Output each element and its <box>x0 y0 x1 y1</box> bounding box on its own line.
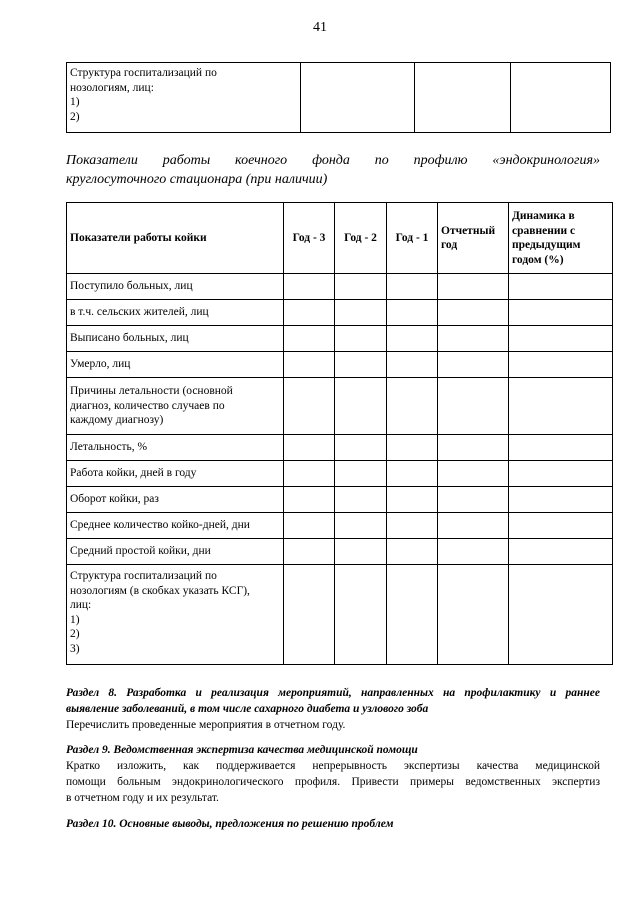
table-cell-empty <box>438 378 509 435</box>
table-cell-empty <box>335 539 387 565</box>
table-cell-empty <box>438 539 509 565</box>
header-indicator: Показатели работы койки <box>67 203 284 274</box>
row-label <box>67 565 284 665</box>
cell-line: Структура госпитализаций по <box>70 570 217 582</box>
table-cell-empty <box>438 565 509 665</box>
table-cell-empty <box>335 274 387 300</box>
cell-line: каждому диагнозу) <box>70 414 164 427</box>
header-year-3: Год - 3 <box>284 203 335 274</box>
table-cell-empty <box>387 326 438 352</box>
cell-line: 2) <box>70 628 80 640</box>
row-label: Умерло, лиц <box>67 352 284 378</box>
row-label: Работа койки, дней в году <box>67 461 284 487</box>
header-line: сравнении с <box>512 224 576 237</box>
table-cell-empty <box>387 513 438 539</box>
table-cell-empty <box>335 461 387 487</box>
table-cell-empty <box>387 274 438 300</box>
row-label: в т.ч. сельских жителей, лиц <box>67 300 284 326</box>
cell-line: Структура госпитализаций по <box>70 67 217 79</box>
header-line: годом (%) <box>512 253 564 266</box>
table-row <box>67 274 613 300</box>
header-line: Отчетный <box>441 224 496 237</box>
table-cell-empty <box>284 565 335 665</box>
table-cell-empty <box>511 63 611 133</box>
table-row <box>67 435 613 461</box>
table-cell-empty <box>509 326 613 352</box>
table-cell-empty <box>335 326 387 352</box>
table-cell-empty <box>387 487 438 513</box>
table-cell-empty <box>335 565 387 665</box>
table-cell-empty <box>335 513 387 539</box>
table-row <box>67 326 613 352</box>
section-9 <box>66 742 600 806</box>
heading-line: Показатели работы коечного фонда по профилю «эндокринология» <box>66 153 600 168</box>
row-label: Среднее количество койко-дней, дни <box>67 513 284 539</box>
bed-performance-table <box>66 202 613 665</box>
table-cell-empty <box>415 63 511 133</box>
table-cell-empty <box>387 300 438 326</box>
cell-line: 1) <box>70 613 80 626</box>
cell-line: нозологиям, лиц: <box>70 81 154 94</box>
table-cell-empty <box>335 487 387 513</box>
table-header-row <box>67 203 613 274</box>
table-cell-empty <box>509 274 613 300</box>
header-line: Динамика в <box>512 210 575 222</box>
table-cell-empty <box>335 300 387 326</box>
table-cell-empty <box>509 435 613 461</box>
row-label: Поступило больных, лиц <box>67 274 284 300</box>
table-row <box>67 378 613 435</box>
table-cell-empty <box>284 352 335 378</box>
table-cell-empty <box>509 487 613 513</box>
table-cell-empty <box>438 326 509 352</box>
row-label: Средний простой койки, дни <box>67 539 284 565</box>
table-cell-empty <box>284 461 335 487</box>
table-cell-empty <box>509 461 613 487</box>
table-row <box>67 565 613 665</box>
table-row <box>67 539 613 565</box>
cell-line: Причины летальности (основной <box>70 385 233 398</box>
row-label: Летальность, % <box>67 435 284 461</box>
section-9-body-line: помощи больным эндокринологического профиля. Привести примеры ведомственных экспертиз <box>66 776 600 788</box>
table-cell-empty <box>509 378 613 435</box>
table-row <box>67 461 613 487</box>
table-cell-empty <box>387 352 438 378</box>
table-cell-empty <box>387 378 438 435</box>
header-line: предыдущим <box>512 239 581 251</box>
cell-line: 2) <box>70 110 80 123</box>
section-10-title: Раздел 10. Основные выводы, предложения по решению проблем <box>66 818 394 830</box>
row-label: Выписано больных, лиц <box>67 326 284 352</box>
section-8 <box>66 685 600 733</box>
table-cell-empty <box>284 326 335 352</box>
table-cell-empty <box>509 300 613 326</box>
table-cell-empty <box>284 487 335 513</box>
row-label <box>67 378 284 435</box>
table-row <box>67 300 613 326</box>
table-cell-empty <box>438 461 509 487</box>
heading-line: круглосуточного стационара (при наличии) <box>66 172 328 187</box>
table-cell-empty <box>438 274 509 300</box>
section-8-title-line: Раздел 8. Разработка и реализация мероприятий, направленных на профилактику и раннее <box>66 687 600 699</box>
table-cell-empty <box>301 63 415 133</box>
table-cell-empty <box>335 435 387 461</box>
section-8-body: Перечислить проведенные мероприятия в отчетном году. <box>66 719 346 731</box>
table-cell-empty <box>509 539 613 565</box>
table-row <box>67 513 613 539</box>
page-number: 41 <box>313 20 327 35</box>
header-report-year <box>438 203 509 274</box>
cell-line: нозологиям (в скобках указать КСГ), <box>70 584 250 597</box>
table-row <box>67 352 613 378</box>
section-heading <box>66 151 600 189</box>
table-cell-empty <box>438 300 509 326</box>
table-cell-empty <box>284 378 335 435</box>
table-cell-empty <box>509 513 613 539</box>
cell-line: диагноз, количество случаев по <box>70 399 225 412</box>
table-cell-empty <box>438 352 509 378</box>
row-label: Оборот койки, раз <box>67 487 284 513</box>
header-dynamics <box>509 203 613 274</box>
section-9-body-line: в отчетном году и их результат. <box>66 792 219 804</box>
section-9-body-line: Кратко изложить, как поддерживается непрерывность экспертизы качества медицинской <box>66 760 600 772</box>
header-year-2: Год - 2 <box>335 203 387 274</box>
header-line: год <box>441 239 458 251</box>
table-cell-empty <box>387 461 438 487</box>
table-cell-empty <box>284 539 335 565</box>
cell-line: 3) <box>70 642 80 655</box>
table-row <box>67 63 611 133</box>
hospitalization-structure-table <box>66 62 611 133</box>
table-cell-empty <box>438 487 509 513</box>
table-row <box>67 487 613 513</box>
table-cell-empty <box>335 378 387 435</box>
cell-line: 1) <box>70 96 80 108</box>
table-cell-empty <box>509 565 613 665</box>
table-cell-empty <box>284 300 335 326</box>
section-9-title: Раздел 9. Ведомственная экспертиза качества медицинской помощи <box>66 744 418 756</box>
table-cell-empty <box>438 435 509 461</box>
section-10 <box>66 816 600 832</box>
header-year-1: Год - 1 <box>387 203 438 274</box>
table-cell-label <box>67 63 301 133</box>
table-cell-empty <box>387 539 438 565</box>
table-cell-empty <box>509 352 613 378</box>
table-cell-empty <box>438 513 509 539</box>
table-cell-empty <box>284 274 335 300</box>
section-8-title-line: выявление заболеваний, в том числе сахарного диабета и узлового зоба <box>66 703 429 715</box>
table-cell-empty <box>284 435 335 461</box>
table-cell-empty <box>284 513 335 539</box>
table-cell-empty <box>335 352 387 378</box>
cell-line: лиц: <box>70 599 92 611</box>
table-cell-empty <box>387 435 438 461</box>
table-cell-empty <box>387 565 438 665</box>
